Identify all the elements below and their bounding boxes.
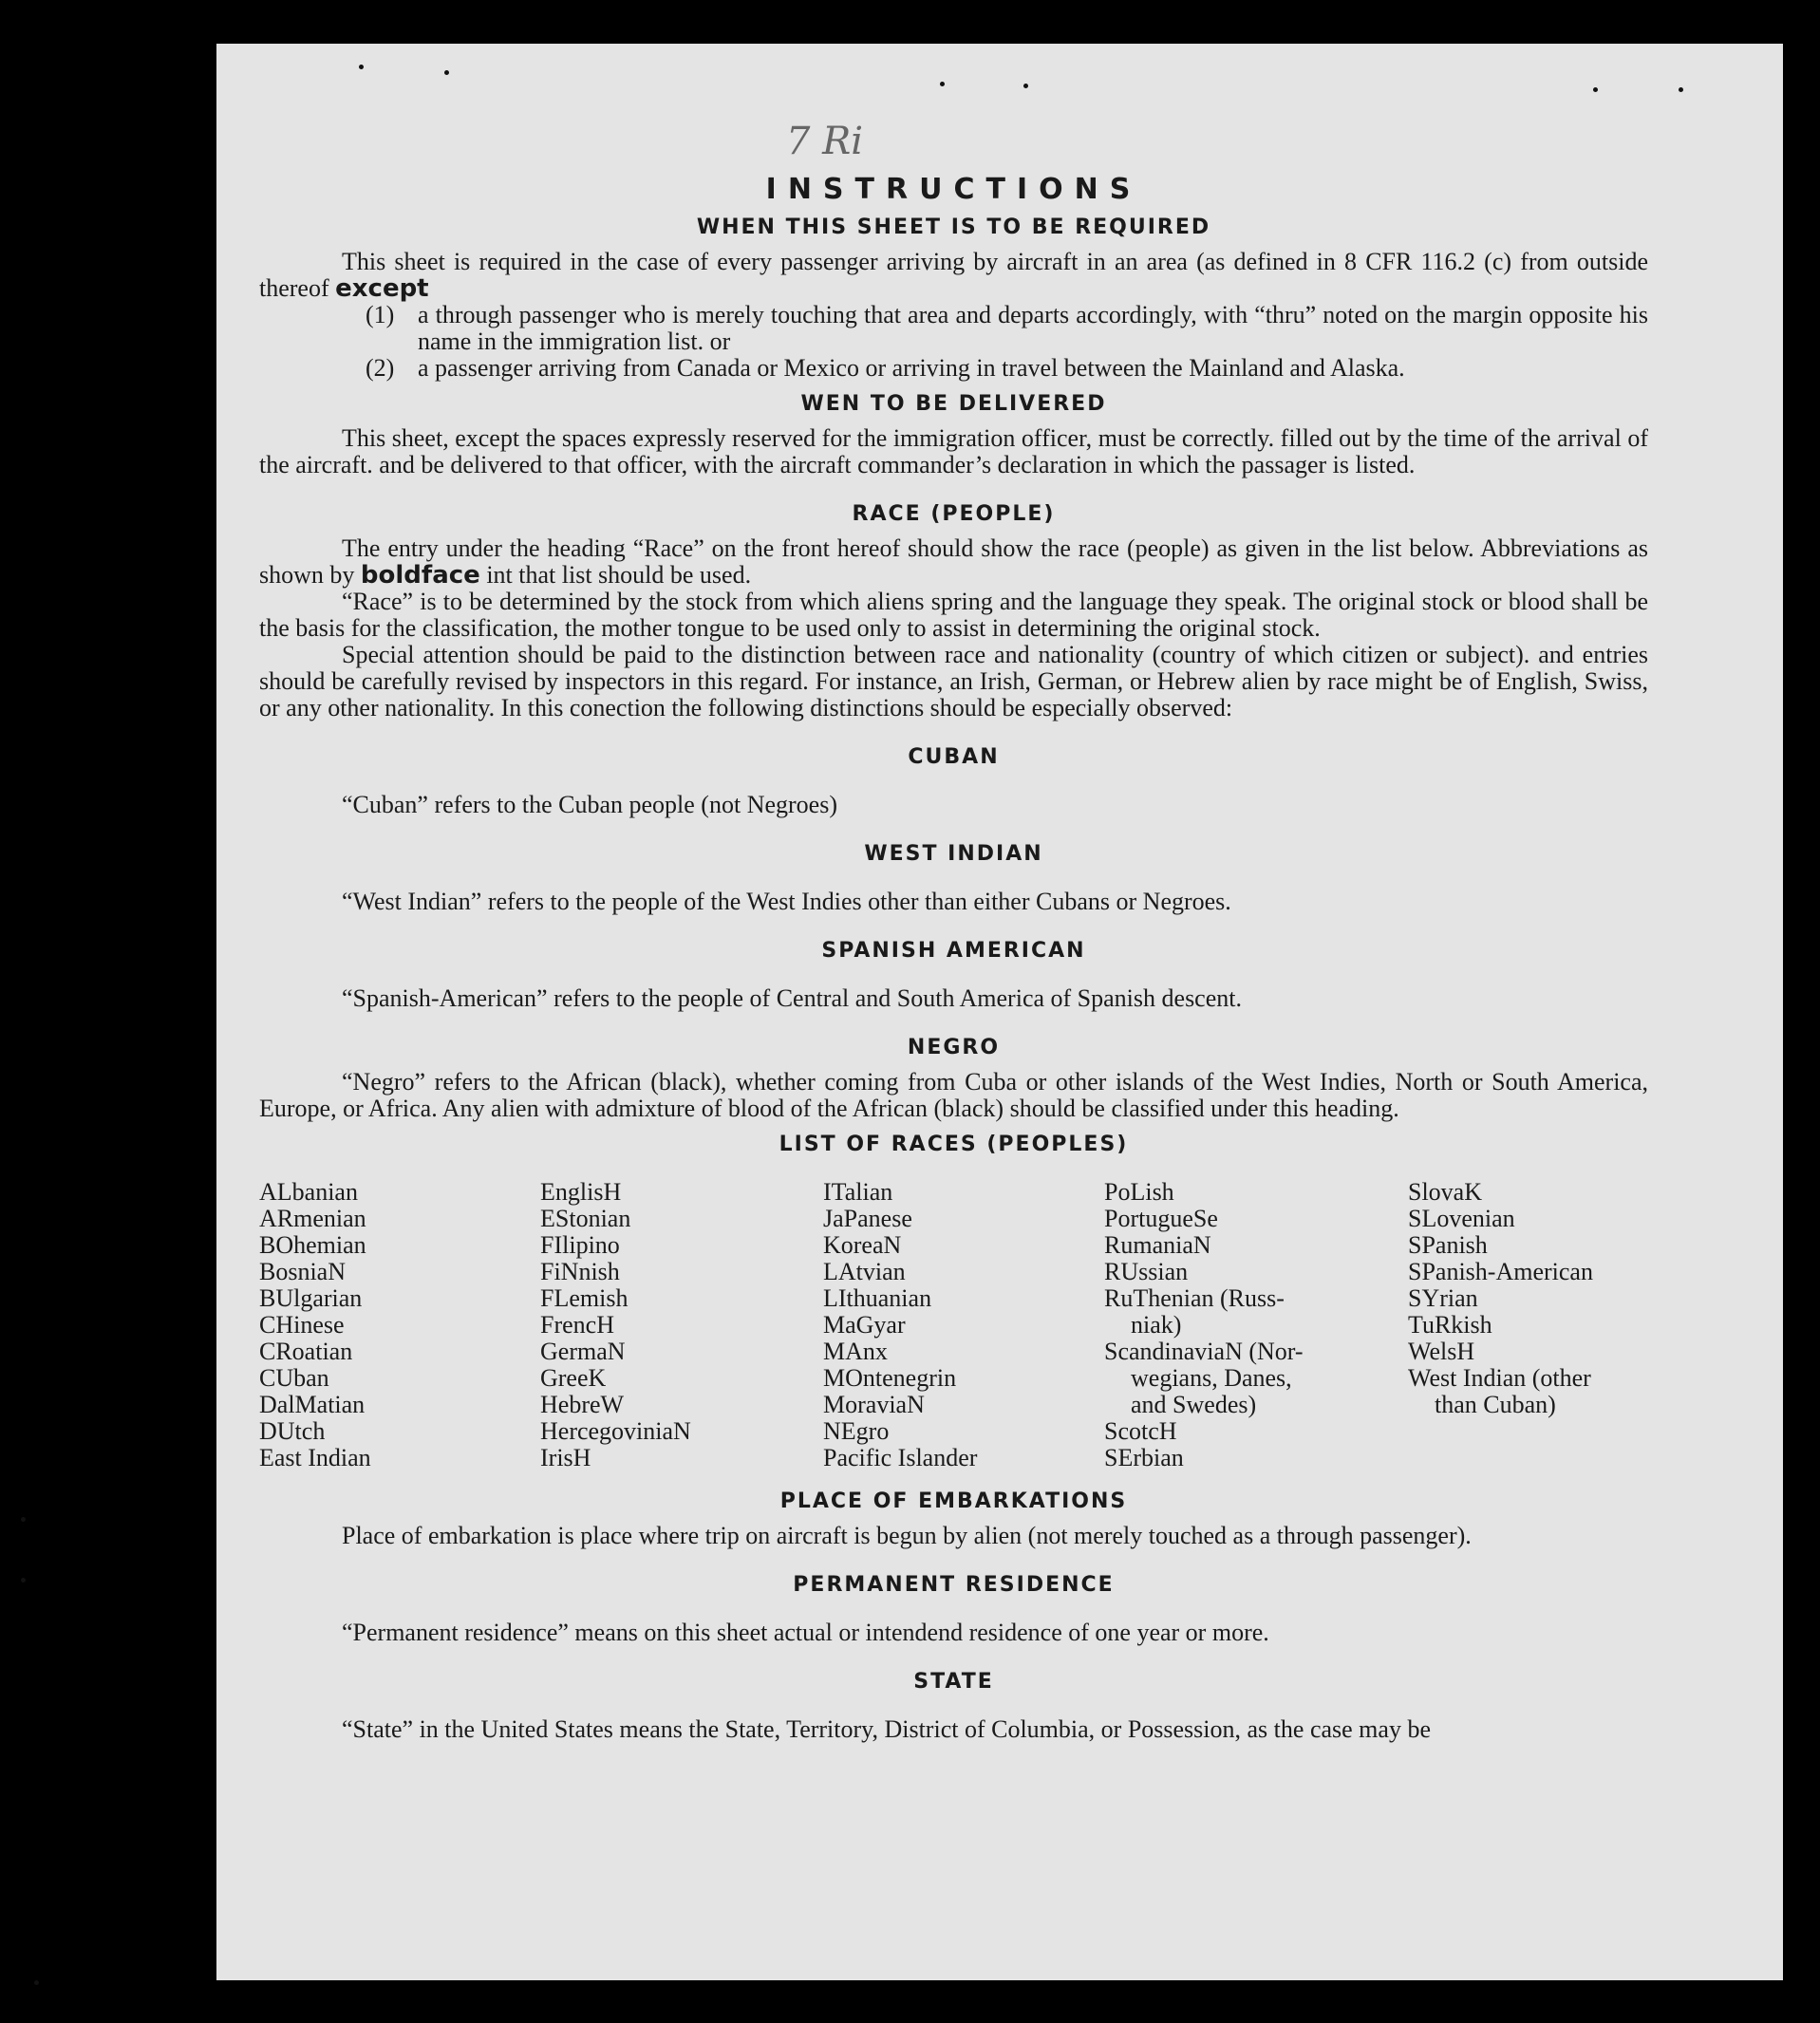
race-entry: ScandinaviaN (Nor-	[1104, 1338, 1304, 1365]
race-entry: ALbanian	[259, 1178, 358, 1206]
race-entry: CUban	[259, 1364, 329, 1392]
heading-place-of-embarkation: PLACE OF EMBARKATIONS	[779, 1489, 1128, 1513]
state-text: “State” in the United States means the State, Territory, District of Columbia, or Possession, as the case may be	[342, 1715, 1431, 1743]
race-entry: EnglisH	[540, 1178, 622, 1206]
negro-text: “Negro” refers to the African (black), whether coming from Cuba or other islands of the West Indies, North or South America, Europe, or Africa. Any alien with admixture of blood of the African (black) should be classified under this heading.	[259, 1068, 1648, 1122]
speck-mark	[21, 1578, 26, 1583]
boldface-bold: boldface	[360, 561, 480, 590]
race-entry: DUtch	[259, 1417, 326, 1445]
race-entry: FIlipino	[540, 1231, 620, 1259]
race-entry: NEgro	[823, 1417, 890, 1445]
page-title: INSTRUCTIONS	[765, 173, 1142, 206]
when-required-intro: This sheet is required in the case of every passenger arriving by aircraft in an area (as defined in 8 CFR 116.2 (c) from outside thereof	[259, 248, 1648, 302]
race-entry: niak)	[1131, 1311, 1182, 1339]
race-paragraph-3: Special attention should be paid to the distinction between race and nationality (country of which citizen or subject). and entries should be carefully revised by inspectors in this regard. For instance, an Irish, German, or Hebrew alien by race might be of English, Swiss, or any other nationality. In this conection the following distinctions should be especially observed:	[259, 641, 1648, 721]
race-entry: LAtvian	[823, 1258, 906, 1285]
race-entry: MAnx	[823, 1338, 888, 1365]
race-entry: than Cuban)	[1435, 1391, 1556, 1418]
heading-permanent-residence: PERMANENT RESIDENCE	[793, 1573, 1115, 1597]
race-entry: BosniaN	[259, 1258, 346, 1285]
races-table	[259, 1179, 1648, 1471]
speck-mark	[444, 70, 449, 75]
race-p1-start: The entry under the heading “Race” on the front hereof should show the race (people) as given in the list below. Abbreviations as shown by	[259, 534, 1648, 589]
race-entry: ARmenian	[259, 1205, 366, 1232]
race-entry: RumaniaN	[1104, 1231, 1211, 1259]
race-entry: MaGyar	[823, 1311, 906, 1339]
list-item	[366, 302, 1648, 355]
race-entry: West Indian (other	[1408, 1364, 1591, 1392]
when-delivered-text: This sheet, except the spaces expressly reserved for the immigration officer, must be correctly. filled out by the time of the arrival of the aircraft. and be delivered to that officer, with the aircraft commander’s declaration in which the passager is listed.	[259, 424, 1648, 478]
item-number: (2)	[366, 354, 395, 382]
race-entry: HebreW	[540, 1391, 625, 1418]
race-entry: KoreaN	[823, 1231, 902, 1259]
heading-state: STATE	[913, 1670, 994, 1694]
speck-mark	[1593, 87, 1598, 92]
race-entry: East Indian	[259, 1444, 371, 1471]
speck-mark	[940, 82, 945, 86]
race-paragraph-2: “Race” is to be determined by the stock from which aliens spring and the language they speak. The original stock or blood shall be the basis for the classification, the mother tongue to be used only to assist in determining the original stock.	[259, 588, 1648, 642]
race-entry: RuThenian (Russ-	[1104, 1284, 1285, 1312]
race-entry: SPanish-American	[1408, 1258, 1593, 1285]
speck-mark	[21, 1517, 26, 1522]
race-entry: DalMatian	[259, 1391, 366, 1418]
race-entry: SLovenian	[1408, 1205, 1515, 1232]
race-entry: JaPanese	[823, 1205, 912, 1232]
handwritten-note: 7 Ri	[786, 120, 864, 163]
item-number: (1)	[366, 301, 395, 328]
race-entry: PoLish	[1104, 1178, 1174, 1206]
race-entry: and Swedes)	[1131, 1391, 1257, 1418]
heading-when-required: WHEN THIS SHEET IS TO BE REQUIRED	[696, 215, 1211, 239]
races-column-1	[259, 1179, 540, 1471]
except-bold: except	[335, 274, 429, 303]
race-entry: GermaN	[540, 1338, 626, 1365]
west-indian-text: “West Indian” refers to the people of the West Indies other than either Cubans or Negroes.	[342, 888, 1231, 915]
document-sheet	[216, 44, 1783, 1980]
item-text: a through passenger who is merely touching that area and departs accordingly, with “thru” noted on the margin opposite his name in the immigration list. or	[418, 301, 1648, 355]
race-entry: SErbian	[1104, 1444, 1184, 1471]
heading-list-of-races: LIST OF RACES (PEOPLES)	[779, 1133, 1129, 1156]
speck-mark	[1023, 84, 1028, 88]
race-entry: GreeK	[540, 1364, 607, 1392]
race-entry: RUssian	[1104, 1258, 1189, 1285]
heading-west-indian: WEST INDIAN	[864, 842, 1043, 866]
race-entry: ScotcH	[1104, 1417, 1177, 1445]
heading-when-delivered: WEN TO BE DELIVERED	[800, 392, 1107, 416]
heading-race: RACE (PEOPLE)	[852, 502, 1056, 526]
race-entry: MOntenegrin	[823, 1364, 957, 1392]
instructions-content	[259, 173, 1648, 1743]
item-text: a passenger arriving from Canada or Mexico or arriving in travel between the Mainland and Alaska.	[418, 354, 1405, 382]
races-column-5	[1408, 1179, 1648, 1471]
race-entry: CRoatian	[259, 1338, 353, 1365]
race-entry: PortugueSe	[1104, 1205, 1218, 1232]
when-required-text	[259, 249, 1648, 302]
race-entry: HercegoviniaN	[540, 1417, 691, 1445]
race-p1-end: int that list should be used.	[486, 561, 752, 589]
race-entry: TuRkish	[1408, 1311, 1492, 1339]
embarkation-text: Place of embarkation is place where trip on aircraft is begun by alien (not merely touched as a through passenger).	[342, 1522, 1472, 1549]
races-column-4	[1104, 1179, 1408, 1471]
race-entry: EStonian	[540, 1205, 631, 1232]
race-entry: ITalian	[823, 1178, 893, 1206]
heading-cuban: CUBAN	[908, 745, 1000, 769]
races-column-2	[540, 1179, 823, 1471]
race-entry: FrencH	[540, 1311, 614, 1339]
list-item	[366, 355, 1648, 382]
heading-negro: NEGRO	[907, 1036, 1001, 1059]
race-entry: CHinese	[259, 1311, 345, 1339]
race-entry: FiNnish	[540, 1258, 620, 1285]
race-entry: BUlgarian	[259, 1284, 363, 1312]
speck-mark	[34, 1980, 39, 1985]
race-entry: WelsH	[1408, 1338, 1475, 1365]
speck-mark	[359, 65, 364, 69]
race-entry: Pacific Islander	[823, 1444, 978, 1471]
race-entry: FLemish	[540, 1284, 629, 1312]
race-entry: SYrian	[1408, 1284, 1478, 1312]
race-entry: SPanish	[1408, 1231, 1488, 1259]
race-paragraph-1	[259, 535, 1648, 589]
race-entry: BOhemian	[259, 1231, 366, 1259]
residence-text: “Permanent residence” means on this sheet actual or intendend residence of one year or more.	[342, 1619, 1269, 1646]
speck-mark	[1679, 87, 1683, 92]
cuban-text: “Cuban” refers to the Cuban people (not Negroes)	[342, 791, 837, 818]
races-column-3	[823, 1179, 1104, 1471]
race-entry: LIthuanian	[823, 1284, 932, 1312]
race-entry: MoraviaN	[823, 1391, 925, 1418]
race-entry: wegians, Danes,	[1131, 1364, 1292, 1392]
race-entry: SlovaK	[1408, 1178, 1482, 1206]
race-entry: IrisH	[540, 1444, 591, 1471]
heading-spanish-american: SPANISH AMERICAN	[821, 939, 1086, 963]
spanish-american-text: “Spanish-American” refers to the people of Central and South America of Spanish descent.	[342, 984, 1242, 1012]
